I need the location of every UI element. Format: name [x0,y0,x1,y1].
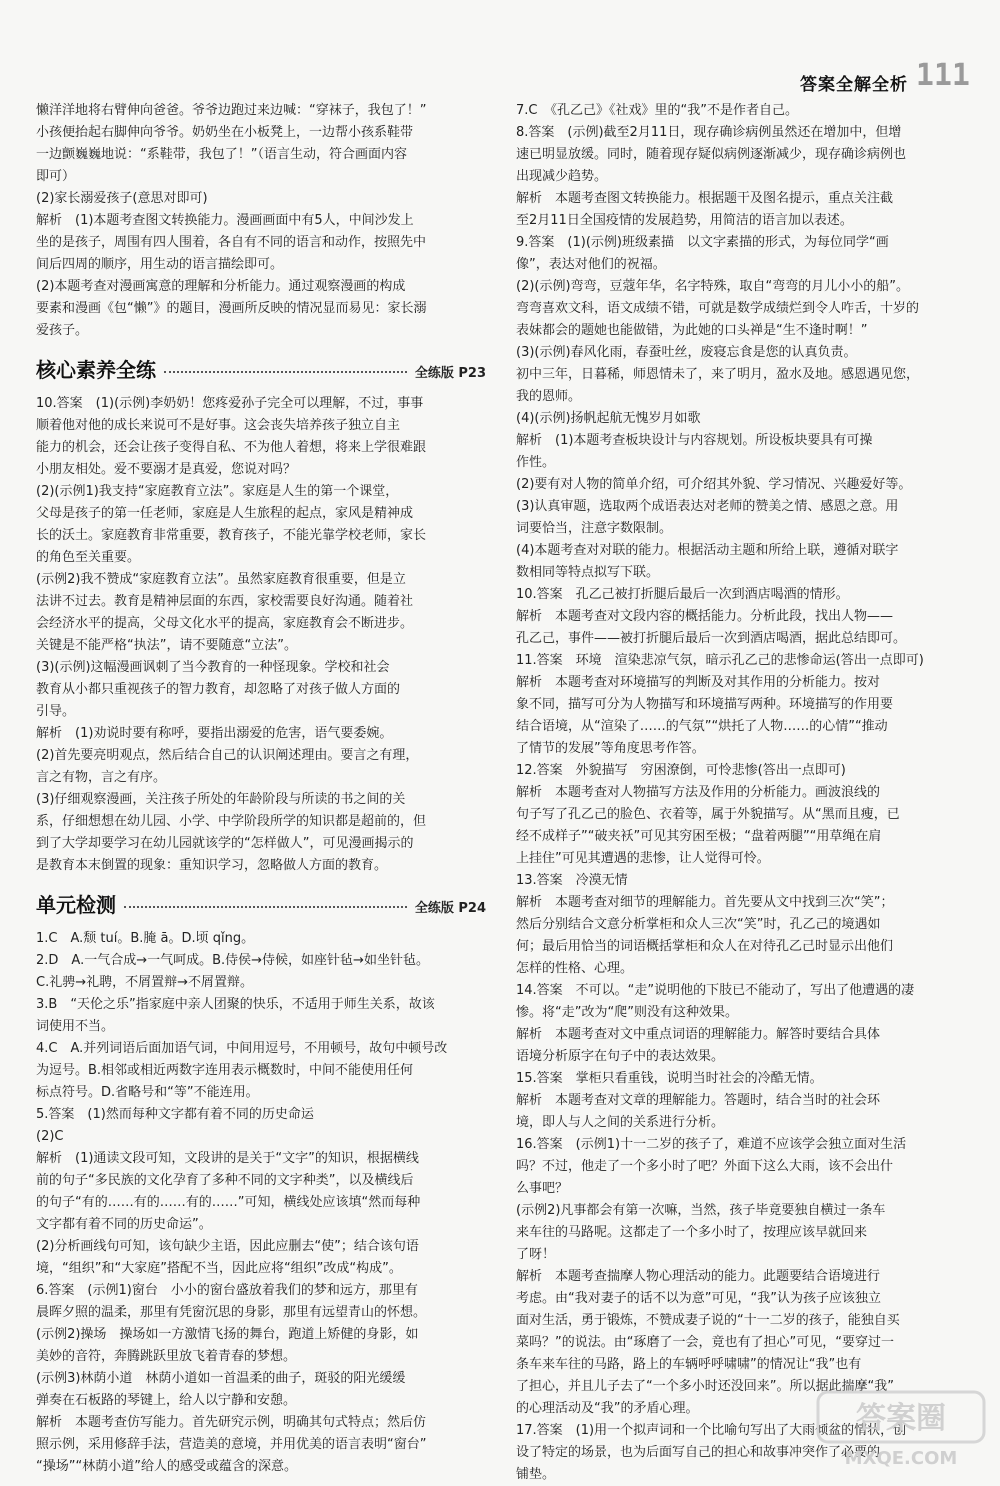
text-line: 经不成样子”“破夹袄”可见其穷困至极；“盘着两腿”“用草绳在肩 [516,829,882,844]
text-line: 初中三年，日暮稀，师恩情未了，来了明月，盈水及地。感恩遇见您， [516,367,920,382]
section-title: 核心素养全练 [36,358,156,382]
text-line: 速已明显放缓。同时，随着现存疑似病例逐渐减少，现存确诊病例也 [516,147,907,162]
text-line: (2)(示例1)我支持“家庭教育立法”。家庭是人生的第一个课堂， [36,484,399,499]
content-columns [36,100,966,1482]
text-line: (3)(示例)春风化雨，春蚕吐丝，废寝忘食是您的认真负责。 [516,345,857,360]
text-line: 标点符号。D.省略号和“等”不能连用。 [36,1085,259,1100]
text-line: 数相同等特点拟写下联。 [516,565,660,580]
left-column [36,100,486,1474]
text-line: 父母是孩子的第一任老师，家庭是人生旅程的起点，家风是精神成 [36,506,414,521]
text-line: 16.答案 (示例1)十一二岁的孩子了，难道不应该学会独立面对生活 [516,1137,907,1152]
text-line: 出现减少趋势。 [516,169,608,184]
text-line: 为逗号。B.相邻或相近两数字连用表示概数时，中间不能使用任何 [36,1063,414,1078]
text-line: 解析 本题考查图文转换能力。根据题干及图名提示，重点关注截 [516,191,894,206]
text-line: 何；最后用恰当的词语概括掌柜和众人在对待孔乙己时显示出他们 [516,939,894,954]
leader-dots [164,371,407,373]
text-line: 惨。将“走”改为“爬”则没有这种效果。 [516,1005,738,1020]
page-header [0,0,1000,100]
text-line: 条车来车往的马路，路上的车辆呼呼啸啸”的情况让“我”也有 [516,1357,862,1372]
text-line: 句子写了孔乙己的脸色、衣着等，属于外貌描写。从“黑而且瘦，已 [516,807,900,822]
text-line: (2)家长溺爱孩子(意思对即可) [36,191,208,206]
text-line: 弹奏在石板路的琴键上，给人以宁静和安憩。 [36,1393,297,1408]
text-line: 解析 (1)通读文段可知，文段讲的是关于“文字”的知识，根据横线 [36,1151,419,1166]
text-line: 2.D A.一气合成→一气呵成。B.侍侯→侍候，如座针毡→如坐针毡。 [36,953,429,968]
watermark-text: 答案圈 [856,1401,946,1436]
text-line: 顺着他对他的成长来说可不是好事。这会丧失培养孩子独立自主 [36,418,401,433]
text-line: 坐的是孩子，周围有四人围着，各自有不同的语言和动作，按照先中 [36,235,427,250]
text-line: 14.答案 不可以。“走”说明他的下肢已不能动了，写出了他遭遇的凄 [516,983,915,998]
text-line: (示例2)我不赞成“家庭教育立法”。虽然家庭教育很重要，但是立 [36,572,406,587]
text-line: 照示例，采用修辞手法，营造美的意境，并用优美的语言表明“窗台” [36,1437,427,1452]
text-line: (示例2)凡事都会有第一次嘛，当然，孩子毕竟要独自横过一条车 [516,1203,886,1218]
answers-block [516,100,966,1486]
text-line: 17.答案 (1)用一个拟声词和一个比喻句写出了大雨倾盆的情状，创 [516,1423,907,1438]
text-line: 教育从小都只重视孩子的智力教育，却忽略了对孩子做人方面的 [36,682,401,697]
text-line: 铺垫。 [516,1467,556,1482]
text-line: 弯弯喜欢文科，语文成绩不错，可就是数学成绩烂到令人咋舌，十岁的 [516,301,920,316]
text-line: 解析 (1)本题考查图文转换能力。漫画画面中有5人，中间沙发上 [36,213,414,228]
text-line: 表妹都会的题她也能做错，为此她的口头禅是“生不逢时啊！” [516,323,868,338]
text-line: (2)本题考查对漫画寓意的理解和分析能力。通过观察漫画的构成 [36,279,406,294]
section-title: 单元检测 [36,893,116,917]
text-line: 解析 (1)劝说时要有称呼，要指出溺爱的危害，语气要委婉。 [36,726,393,741]
text-line: 即可） [36,169,76,184]
text-line: 解析 本题考查对文段内容的概括能力。分析此段，找出人物—— [516,609,894,624]
text-line: 像”，表达对他们的祝福。 [516,257,666,272]
text-line: 解析 本题考查对人物描写方法及作用的分析能力。画波浪线的 [516,785,881,800]
unit-test-block [36,928,486,1478]
section-ref: 全练版 P23 [414,366,486,381]
text-line: 爱孩子。 [36,323,89,338]
header-title: 答案全解全析 [800,75,908,95]
text-line: 美妙的音符，奔腾跳跃里放飞着青春的梦想。 [36,1349,297,1364]
text-line: (4)本题考查对对联的能力。根据活动主题和所给上联，遵循对联字 [516,543,899,558]
text-line: 象不同，描写可分为人物描写和环境描写两种。环境描写的作用要 [516,697,894,712]
text-line: 的句子“有的……有的……有的……”可知，横线处应该填“然而每种 [36,1195,421,1210]
text-line: 6.答案 (示例1)窗台 小小的窗台盛放着我们的梦和远方，那里有 [36,1283,418,1298]
leader-dots [124,906,407,908]
text-line: 12.答案 外貌描写 穷困潦倒，可怜悲惨(答出一点即可) [516,763,846,778]
text-line: 解析 本题考查对环境描写的判断及对其作用的分析能力。按对 [516,675,881,690]
text-line: 来车往的马路呢。这都走了一个多小时了，按理应该早就回来 [516,1225,868,1240]
text-line: 10.答案 孔乙己被打折腿后最后一次到酒店喝酒的情形。 [516,587,849,602]
text-line: 15.答案 掌柜只看重钱，说明当时社会的冷酷无情。 [516,1071,823,1086]
text-line: 间后四周的顺序，用生动的语言描绘即可。 [36,257,284,272]
text-line: (2)C [36,1129,64,1144]
text-line: 词要恰当，注意字数限制。 [516,521,673,536]
right-column [516,100,966,1482]
text-line: (4)(示例)扬帆起航无愧岁月如歌 [516,411,701,426]
text-line: 懒洋洋地将右臂伸向爸爸。爷爷边跑过来边喊：“穿袜子，我包了！” [36,103,427,118]
text-line: 至2月11日全国疫情的发展趋势，用简洁的语言加以表述。 [516,213,853,228]
text-line: (2)(示例)弯弯，豆蔻年华，名字特殊，取自“弯弯的月儿小小的船”。 [516,279,910,294]
text-line: 境，“组织”和“大家庭”搭配不当，因此应将“组织”改成“构成”。 [36,1261,402,1276]
text-line: 要素和漫画《包“懒”》的题目，漫画所反映的情况显而易见：家长溺 [36,301,427,316]
text-line: 晨晖夕照的温柔，那里有凭窗沉思的身影，那里有远望青山的怀想。 [36,1305,427,1320]
text-line: 了情节的发展”等角度思考作答。 [516,741,705,756]
text-line: 怎样的性格、心理。 [516,961,634,976]
text-line: (3)仔细观察漫画，关注孩子所处的年龄阶段与所读的书之间的关 [36,792,406,807]
watermark-url: MXQE.COM [844,1448,958,1469]
text-line: 解析 本题考查揣摩人物心理活动的能力。此题要结合语境进行 [516,1269,881,1284]
text-line: 7.C 《孔乙己》《社戏》里的“我”不是作者自己。 [516,103,798,118]
text-line: (示例3)林荫小道 林荫小道如一首温柔的曲子，斑驳的阳光缓缓 [36,1371,406,1386]
text-line: 考虑。由“我对妻子的话不以为意”可见，“我”认为孩子应该独立 [516,1291,881,1306]
text-line: (示例2)操场 操场如一方激情飞扬的舞台，跑道上矫健的身影，如 [36,1327,419,1342]
text-line: 长的沃土。家庭教育非常重要，教育孩子，不能光靠学校老师，家长 [36,528,427,543]
text-line: 了呀！ [516,1247,556,1262]
text-line: 到了大学却要学习在幼儿园就该学的“怎样做人”，可见漫画揭示的 [36,836,414,851]
text-line: 10.答案 (1)(示例)李奶奶！您疼爱孙子完全可以理解，不过，事事 [36,396,424,411]
text-line: 菜吗？”的说法。由“琢磨了一会，竟也有了担心”可见，“要穿过一 [516,1335,894,1350]
text-line: 3.B “天伦之乐”指家庭中亲人团聚的快乐，不适用于师生关系，故该 [36,997,435,1012]
text-line: (3)认真审题，选取两个成语表达对老师的赞美之情、感恩之意。用 [516,499,899,514]
text-line: (3)(示例)这幅漫画讽刺了当今教育的一种怪现象。学校和社会 [36,660,390,675]
text-line: 了担心，并且儿子去了“一个多小时还没回来”。所以据此揣摩“我” [516,1379,894,1394]
text-line: 系，仔细想想在幼儿园、小学、中学阶段所学的知识都是超前的，但 [36,814,427,829]
text-line: 引导。 [36,704,76,719]
text-line: 吗？不过，他走了一个多小时了吧？外面下这么大雨，该不会出什 [516,1159,894,1174]
question-10-block [36,393,486,877]
text-line: 13.答案 冷漠无情 [516,873,628,888]
text-line: 解析 (1)本题考查板块设计与内容规划。所设板块要具有可操 [516,433,873,448]
text-line: (2)分析画线句可知，该句缺少主语，因此应删去“使”；结合该句语 [36,1239,419,1254]
text-line: 法讲不过去。教育是精神层面的东西，家校需要良好沟通。随着社 [36,594,414,609]
text-line: 关键是不能严格“执法”，请不要随意“立法”。 [36,638,297,653]
watermark-logo [816,1390,986,1470]
section-header-unit [36,889,486,918]
text-line: 的角色至关重要。 [36,550,141,565]
text-line: 解析 本题考查仿写能力。首先研究示例，明确其句式特点；然后仿 [36,1415,427,1430]
text-line: 我的恩师。 [516,389,582,404]
text-line: 文字都有着不同的历史命运”。 [36,1217,212,1232]
text-line: “操场”“林荫小道”给人的感受或蕴含的深意。 [36,1459,297,1474]
text-line: 面对生活，勇于锻炼，不赞成妻子说的“十一二岁的孩子，能独自买 [516,1313,900,1328]
text-line: 前的句子“多民族的文化孕育了多种不同的文字种类”，以及横线后 [36,1173,414,1188]
text-line: 解析 本题考查对细节的理解能力。首先要从文中找到三次“笑”； [516,895,894,910]
text-line: C.礼骋→礼聘，不屑置辩→不屑置辩。 [36,975,253,990]
text-line: 解析 本题考查对文中重点词语的理解能力。解答时要结合具体 [516,1027,881,1042]
text-line: 解析 本题考查对文章的理解能力。答题时，结合当时的社会环 [516,1093,881,1108]
text-line: 是教育本末倒置的现象：重知识学习，忽略做人方面的教育。 [36,858,388,873]
text-line: 设了特定的场景，也为后面写自己的担心和故事冲突作了必要的 [516,1445,881,1460]
section-header-core [36,354,486,383]
text-line: (2)首先要亮明观点，然后结合自己的认识阐述理由。要言之有理， [36,748,419,763]
text-line: 9.答案 (1)(示例)班级素描 以文字素描的形式，为每位同学“画 [516,235,889,250]
text-line: 一边颤巍巍地说：“系鞋带，我包了！”（语言生动，符合画面内容 [36,147,407,162]
intro-block [36,100,486,342]
text-line: 11.答案 环境 渲染悲凉气氛，暗示孔乙己的悲惨命运(答出一点即可) [516,653,924,668]
section-ref: 全练版 P24 [414,901,486,916]
text-line: 言之有物，言之有序。 [36,770,167,785]
text-line: 么事吧？ [516,1181,569,1196]
text-line: 孔乙己，事件——被打折腿后最后一次到酒店喝酒，据此总结即可。 [516,631,907,646]
text-line: 的心理活动及“我”的矛盾心理。 [516,1401,699,1416]
text-line: (2)要有对人物的简单介绍，可介绍其外貌、学习情况、兴趣爱好等。 [516,477,912,492]
text-line: 4.C A.并列词语后面加语气词，中间用逗号，不用顿号，故句中顿号改 [36,1041,448,1056]
text-line: 上挂住”可见其遭遇的悲惨，让人觉得可怜。 [516,851,770,866]
text-line: 词使用不当。 [36,1019,115,1034]
text-line: 8.答案 (示例)截至2月11日，现存确诊病例虽然还在增加中，但增 [516,125,902,140]
text-line: 会经济水平的提高，父母文化水平的提高，家庭教育会不断进步。 [36,616,414,631]
text-line: 1.C A.颓 tuí。B.腌 ā。D.顷 qǐng。 [36,931,255,946]
page-number: 111 [915,58,970,93]
text-line: 语境分析原字在句子中的表达效果。 [516,1049,725,1064]
text-line: 境，即人与人之间的关系进行分析。 [516,1115,725,1130]
text-line: 结合语境，从“渲染了……的气氛”“烘托了人物……的心情”“推动 [516,719,888,734]
text-line: 小孩便抬起右脚伸向爷爷。奶奶坐在小板凳上，一边帮小孩系鞋带 [36,125,414,140]
text-line: 小朋友相处。爱不要溺才是真爱，您说对吗？ [36,462,297,477]
text-line: 作性。 [516,455,556,470]
text-line: 5.答案 (1)然而每种文字都有着不同的历史命运 [36,1107,314,1122]
text-line: 能力的机会，还会让孩子变得自私、不为他人着想，将来上学很难跟 [36,440,427,455]
text-line: 然后分别结合文意分析掌柜和众人三次“笑”时，孔乙己的境遇如 [516,917,881,932]
